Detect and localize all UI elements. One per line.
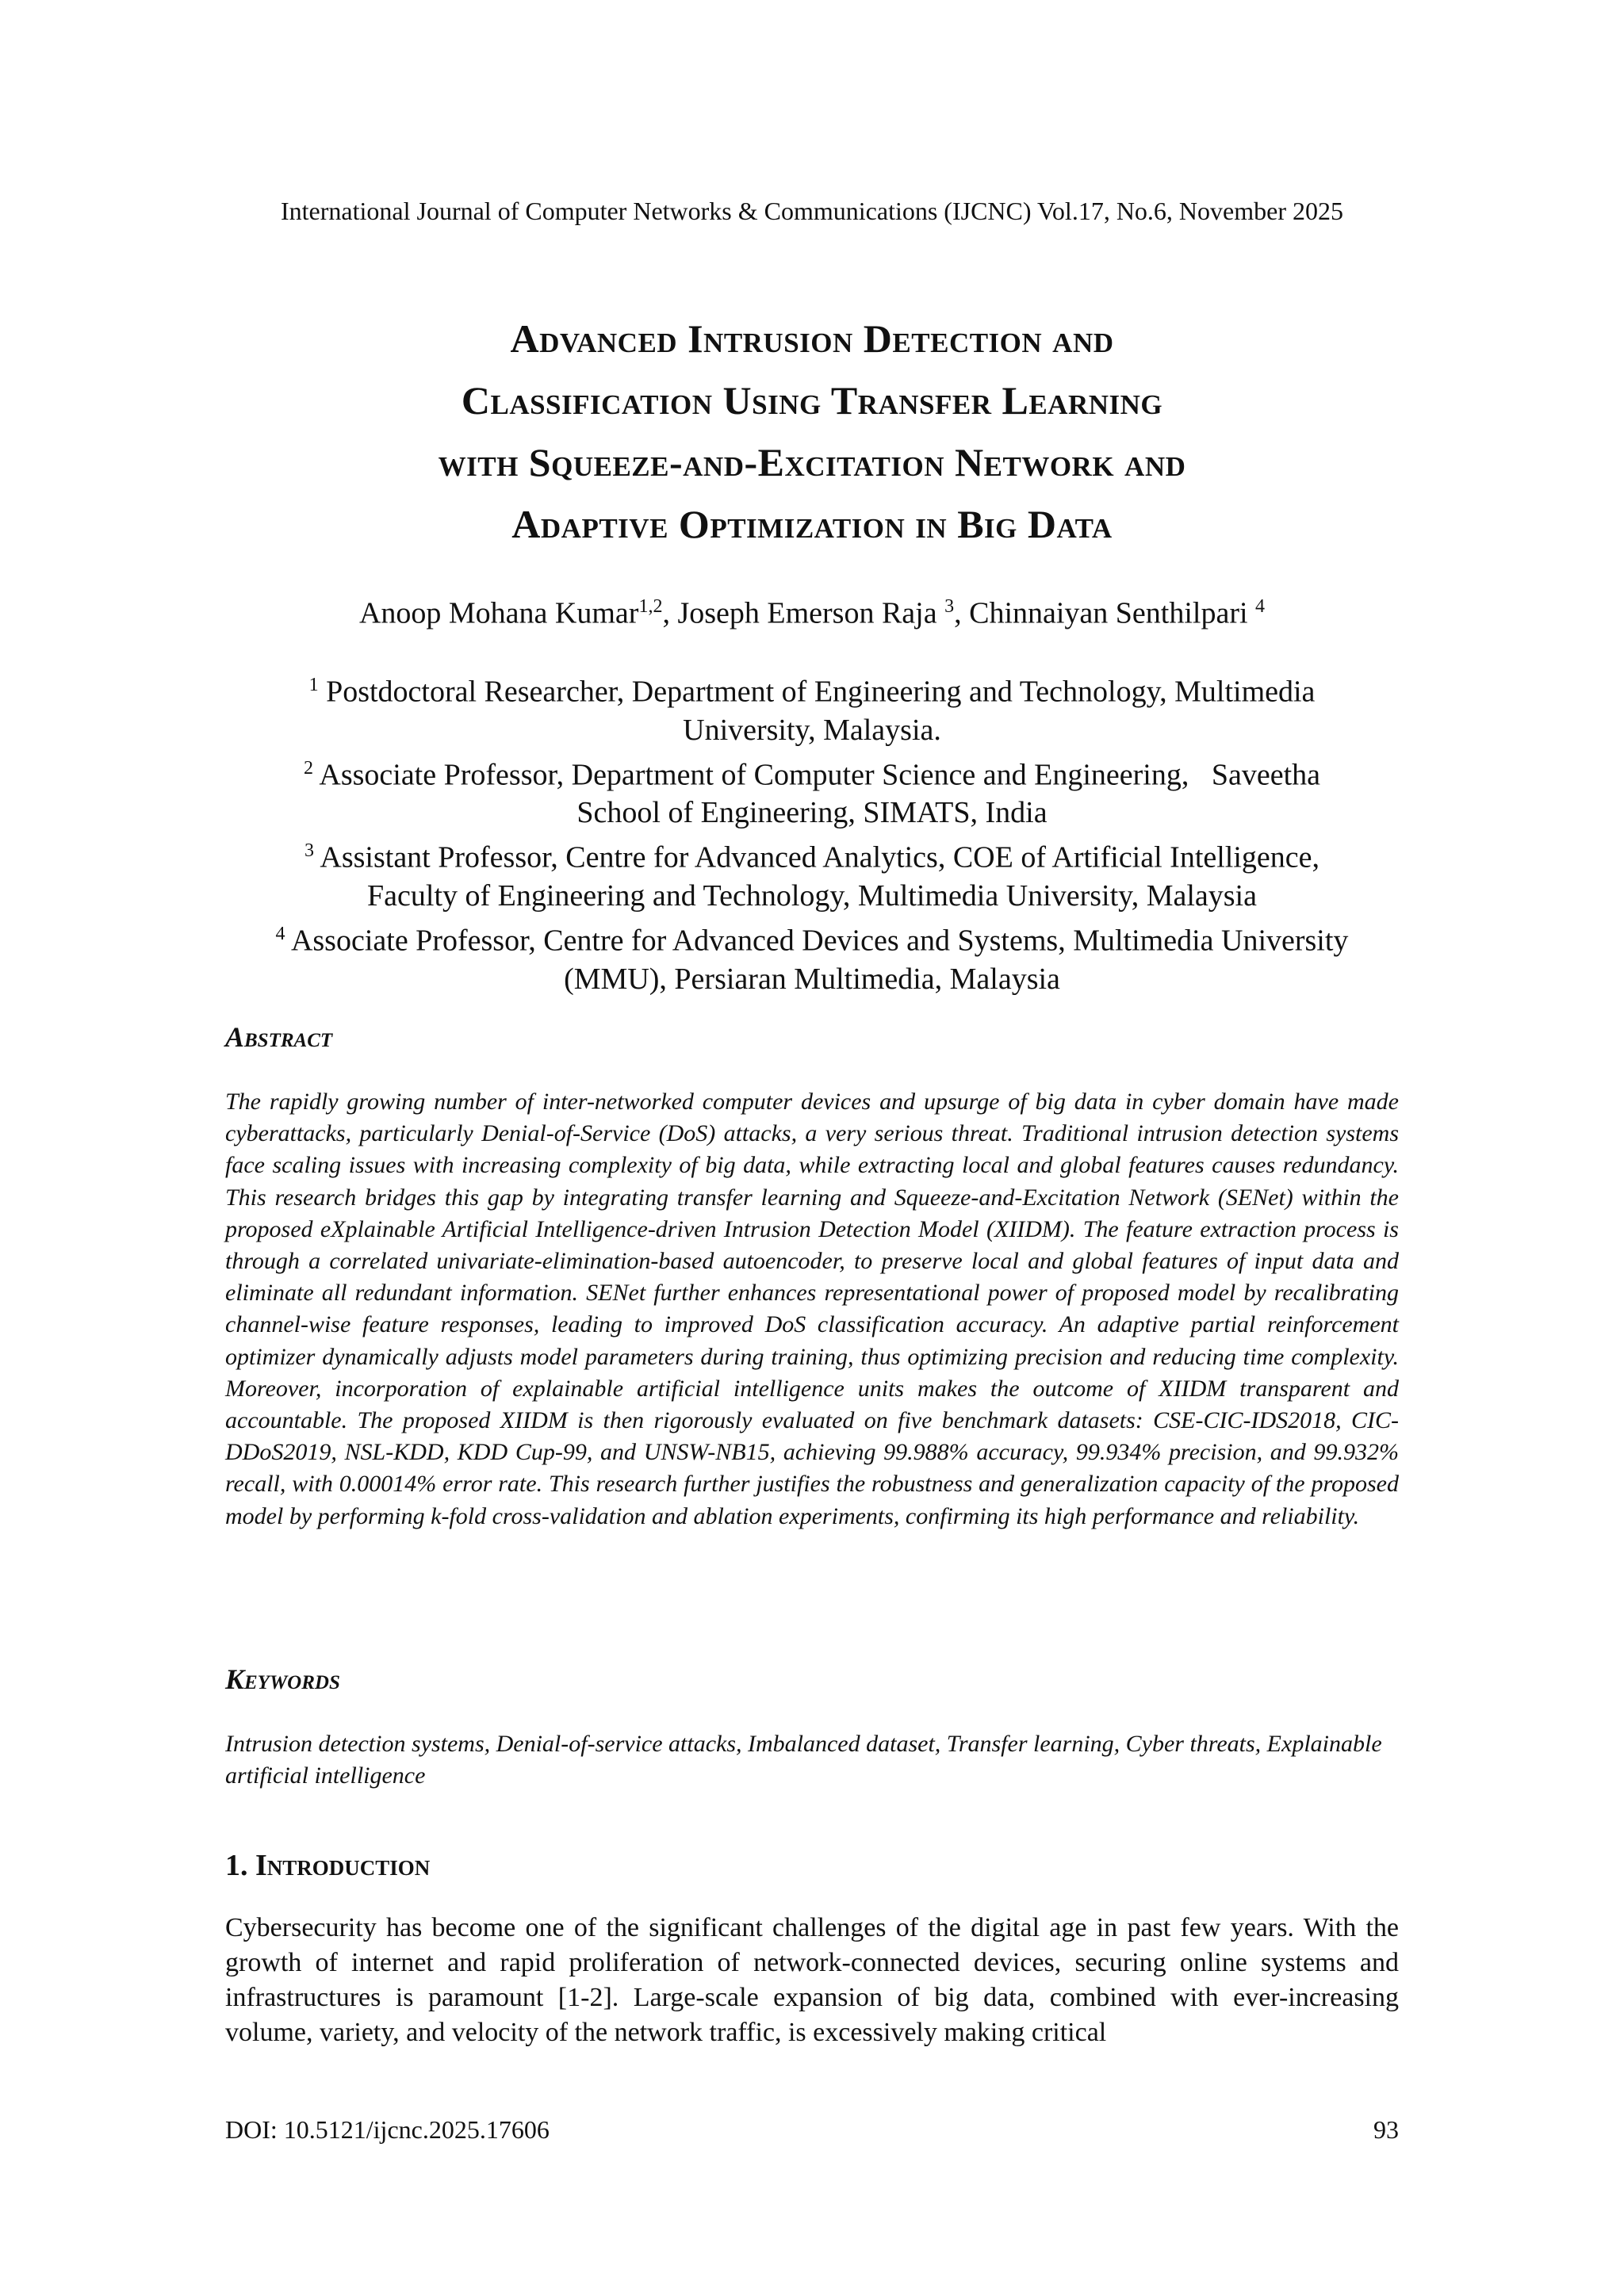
affiliation-line: [214, 749, 1410, 794]
author-separator: ,: [662, 596, 678, 630]
author-name: Joseph Emerson Raja: [677, 596, 945, 630]
author-separator: ,: [954, 596, 970, 630]
author-name: Chinnaiyan Senthilpari: [969, 596, 1256, 630]
affiliation-line: School of Engineering, SIMATS, India: [576, 796, 1048, 830]
author-affiliation-mark: 3: [944, 596, 955, 617]
doi-link[interactable]: DOI: 10.5121/ijcnc.2025.17606: [225, 2115, 550, 2144]
affiliation-line: (MMU), Persiaran Multimedia, Malaysia: [564, 962, 1060, 996]
journal-header: International Journal of Computer Networks & Communications (IJCNC) Vol.17, No.6, November 2025: [281, 197, 1343, 225]
title-line: Adaptive Optimization in Big Data: [511, 502, 1113, 546]
keywords-text: Intrusion detection systems, Denial-of-service attacks, Imbalanced dataset, Transfer learning, Cyber threats, Explainable artificial intelligence: [225, 1731, 1382, 1789]
introduction-text: Cybersecurity has become one of the significant challenges of the digital age in past few years. With the growth of internet and rapid proliferation of network-connected devices, securing online systems and infrastructures is paramount [1-2]. Large-scale expansion of big data, combined with ever-increasing volume, variety, and velocity of the network traffic, is excessively making critical: [225, 1913, 1399, 2047]
affiliation-line: [214, 915, 1410, 960]
affiliation-text: Assistant Professor, Centre for Advanced Analytics, COE of Artificial Intelligence,: [320, 840, 1320, 874]
keywords-heading: Keywords: [225, 1663, 340, 1695]
author-affiliation-mark: 4: [1255, 596, 1266, 617]
paper-title: [159, 308, 1465, 555]
affiliation-number: 1: [308, 675, 319, 695]
abstract-heading: Abstract: [225, 1021, 333, 1053]
page-number: 93: [1373, 2115, 1399, 2144]
affiliation-number: 2: [303, 757, 313, 779]
affiliation-text: Associate Professor, Centre for Advanced Devices and Systems, Multimedia University: [290, 924, 1349, 958]
affiliation-line: Faculty of Engineering and Technology, Multimedia University, Malaysia: [367, 878, 1257, 913]
introduction-heading: 1. Introduction: [225, 1849, 431, 1882]
affiliation-line: University, Malaysia.: [683, 713, 941, 747]
title-line: Classification Using Transfer Learning: [461, 378, 1163, 423]
abstract-text: The rapidly growing number of inter-networked computer devices and upsurge of big data in cyber domain have made cyberattacks, particularly Denial-of-Service (DoS) attacks, a very serious threat. Traditional intrusion detection systems face scaling issues with increasing complexity of big data, while extracting local and global features causes redundancy. This research bridges this gap by integrating transfer learning and Squeeze-and-Excitation Network (SENet) within the proposed eXplainable Artificial Intelligence-driven Intrusion Detection Model (XIIDM). The feature extraction process is through a correlated univariate-elimination-based autoencoder, to preserve local and global features of input data and eliminate all redundant information. SENet further enhances representational power of proposed model by recalibrating channel-wise feature responses, leading to improved DoS classification accuracy. An adaptive partial reinforcement optimizer dynamically adjusts model parameters during training, thus optimizing precision and reducing time complexity. Moreover, incorporation of explainable artificial intelligence units makes the outcome of XIIDM transparent and accountable. The proposed XIIDM is then rigorously evaluated on five benchmark datasets: CSE-CIC-IDS2018, CIC-DDoS2019, NSL-KDD, KDD Cup-99, and UNSW-NB15, achieving 99.988% accuracy, 99.934% precision, and 99.932% recall, with 0.00014% error rate. This research further justifies the robustness and generalization capacity of the proposed model by performing k-fold cross-validation and ablation experiments, confirming its high performance and reliability.: [225, 1089, 1399, 1529]
author-name: Anoop Mohana Kumar: [358, 596, 639, 630]
affiliation-text: Postdoctoral Researcher, Department of Engineering and Technology, Multimedia: [326, 675, 1316, 709]
author-affiliation-mark: 1,2: [638, 596, 663, 617]
affiliation-number: 4: [275, 923, 285, 944]
affiliation-list: [214, 666, 1410, 998]
title-line: Advanced Intrusion Detection and: [510, 316, 1114, 361]
affiliation-number: 3: [304, 840, 314, 862]
affiliation-line: [214, 832, 1410, 877]
affiliation-line: [214, 666, 1410, 711]
title-line: with Squeeze-and-Excitation Network and: [438, 440, 1186, 484]
affiliation-text: Associate Professor, Department of Computer Science and Engineering, Saveetha: [319, 758, 1321, 792]
author-list: [0, 585, 1624, 635]
